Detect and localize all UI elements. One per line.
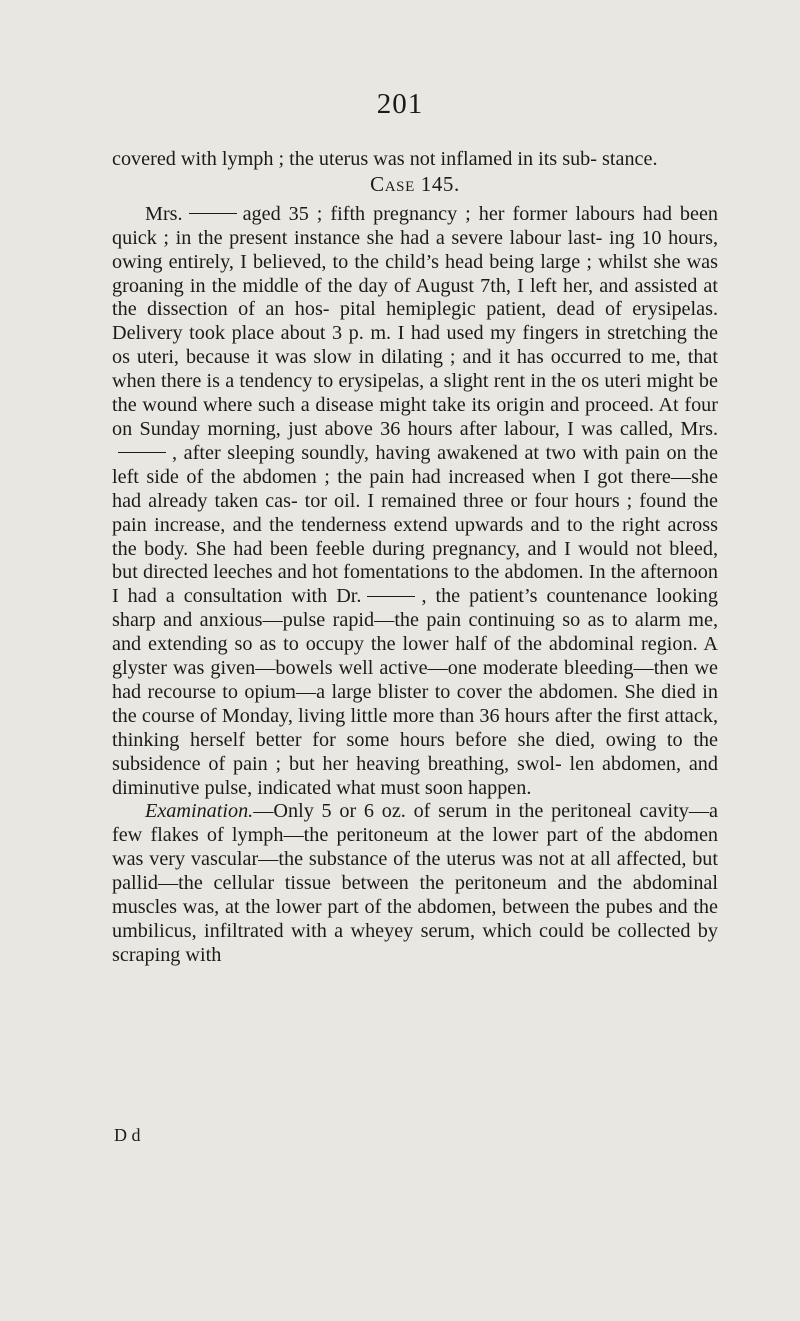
- signature-mark: D d: [114, 1125, 141, 1145]
- name-blank-dash: [118, 452, 166, 453]
- case-heading: [112, 173, 718, 197]
- case-paragraph: [112, 203, 718, 801]
- body-text: [112, 148, 718, 968]
- opening-paragraph: covered with lymph ; the uterus was not inflamed in its sub- stance.: [112, 148, 658, 170]
- case-heading-text: Case 145.: [370, 171, 460, 196]
- name-blank-dash: [189, 213, 237, 214]
- paragraph-text-1: aged 35 ; fifth pregnancy ; her former labours had been quick ; in the present instance she had a severe labour last- ing 10 hours, owing entirely, I believed, to the child’s head being large ; whilst she was groaning in the middle of the day of August 7th, I left her, and assisted at the dissection of an hos- pital hemiplegic patient, dead of erysipelas. Delivery took place about 3 p. m. I had used my fingers in stretching the os uteri, because it was slow in dilating ; and it has occurred to me, that when there is a tendency to erysipelas, a slight rent in the os uteri might be the wound where such a disease might take its origin and proceed. At four on Sunday morning, just above 36 hours after labour, I was called, Mrs.: [112, 202, 718, 440]
- page-number: 201: [376, 88, 424, 120]
- examination-label: Examination.: [145, 800, 254, 823]
- paragraph-start: Mrs.: [145, 202, 183, 225]
- paragraph-text-2: , after sleeping soundly, having awakened at two with pain on the left side of the abdomen ; the pain had increased when I got there—she had already taken cas- tor oil. I remained three or four hours ; found the pain increase, and the tenderness extend upwards and to the right across the body. She had been feeble during pregnancy, and I would not bleed, but directed leeches and hot fomentations to the abdomen. In the afternoon I had a consultation with Dr.: [112, 441, 718, 608]
- examination-paragraph: [112, 800, 718, 967]
- examination-text: —Only 5 or 6 oz. of serum in the peritoneal cavity—a few flakes of lymph—the peritoneum at the lower part of the abdomen was very vascular—the substance of the uterus was not at all affected, but pallid—the cellular tissue between the peritoneum and the abdominal muscles was, at the lower part of the abdomen, between the pubes and the umbilicus, infiltrated with a wheyey serum, which could be collected by scraping with: [112, 800, 718, 966]
- paragraph-text-3: , the patient’s countenance looking sharp and anxious—pulse rapid—the pain continuing so as to alarm me, and extending so as to occupy the lower half of the abdominal region. A glyster was given—bowels well active—one moderate bleeding—then we had recourse to opium—a large blister to cover the abdomen. She died in the course of Monday, living little more than 36 hours after the first attack, thinking herself better for some hours before she died, owing to the subsidence of pain ; but her heaving breathing, swol- len abdomen, and diminutive pulse, indicated what must soon happen.: [112, 585, 718, 799]
- name-blank-dash: [367, 596, 415, 597]
